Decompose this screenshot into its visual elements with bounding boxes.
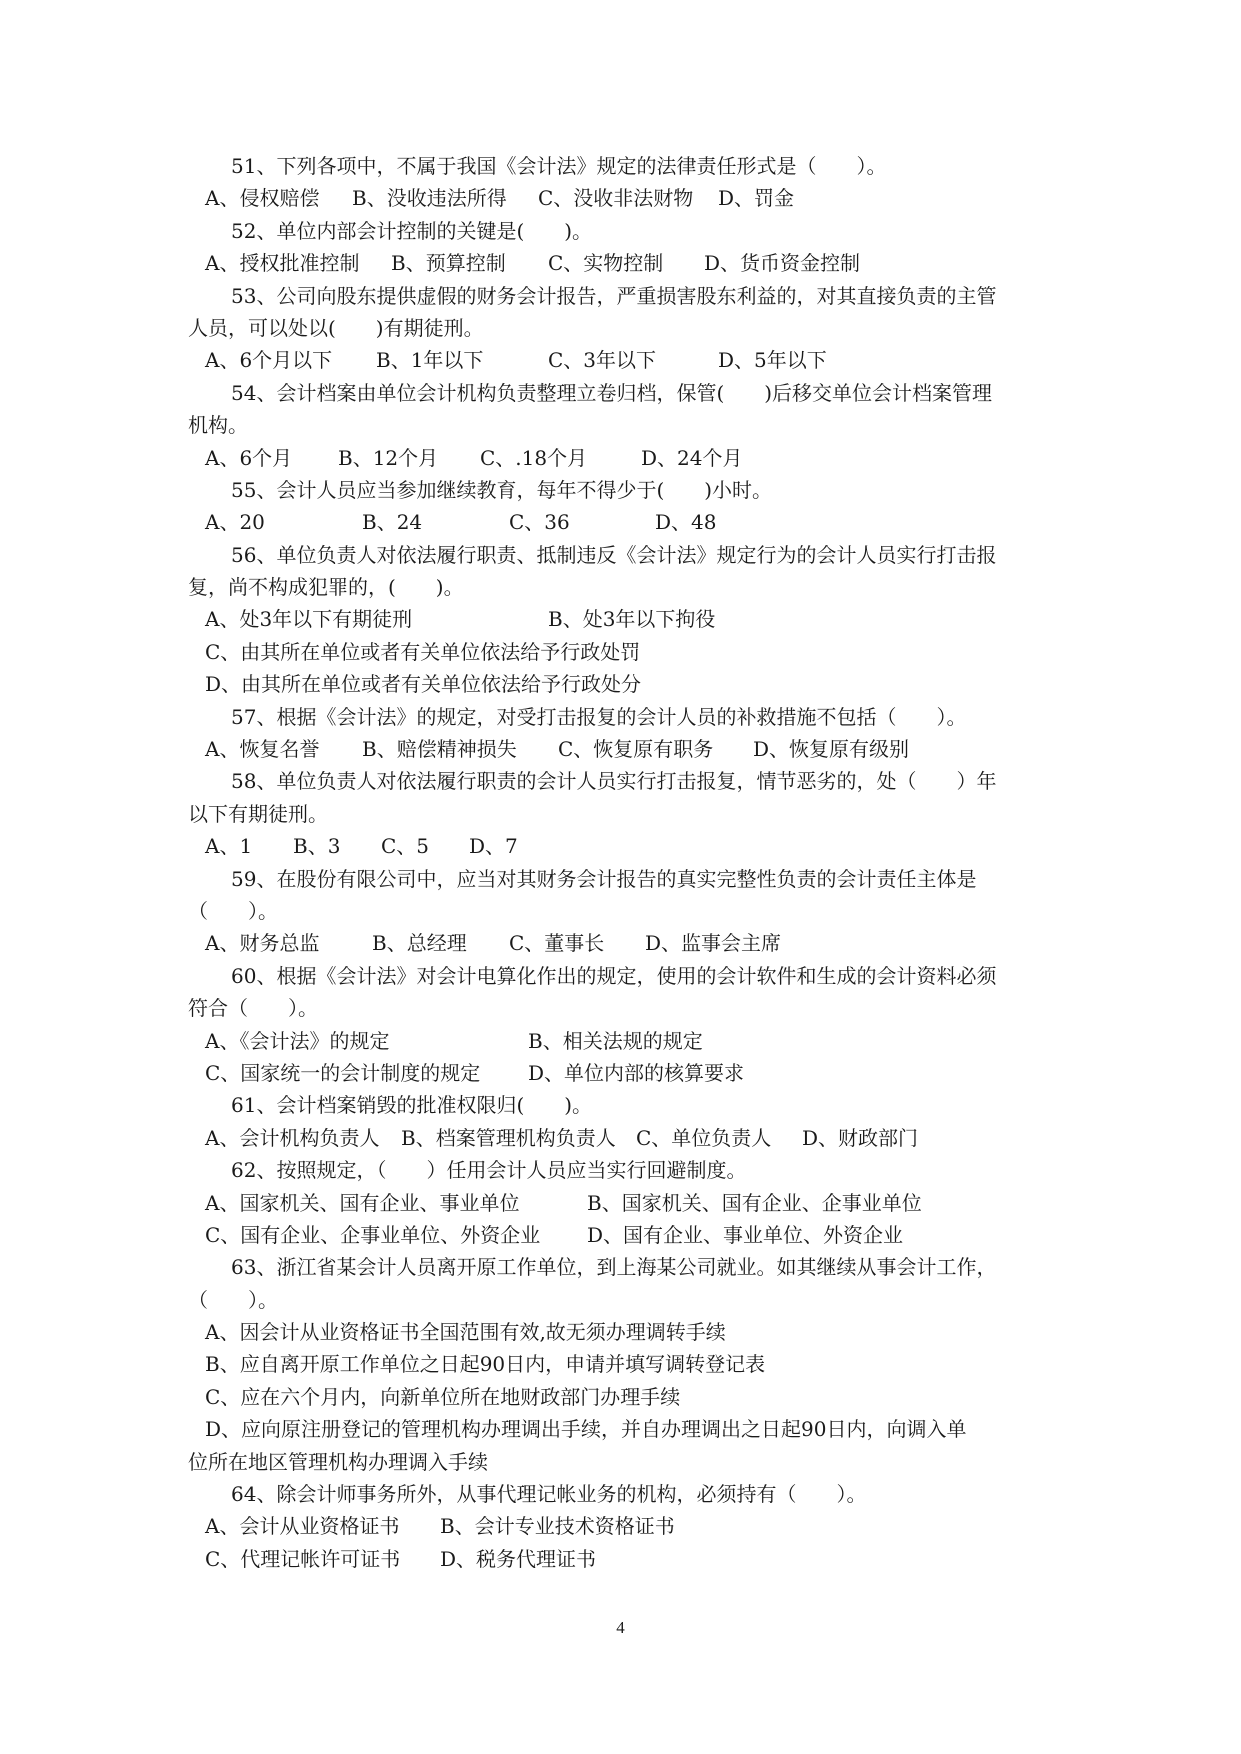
- question-64-options-row-2: [188, 1543, 1068, 1575]
- option-59-a: A、财务总监: [205, 931, 320, 956]
- option-51-c: C、没收非法财物: [538, 186, 694, 211]
- option-63-b: B、应自离开原工作单位之日起90日内，申请并填写调转登记表: [205, 1352, 766, 1377]
- question-62-text: 62、按照规定，（ ）任用会计人员应当实行回避制度。: [231, 1158, 747, 1183]
- option-62-b: B、国家机关、国有企业、企事业单位: [587, 1190, 922, 1215]
- option-52-c: C、实物控制: [548, 251, 664, 276]
- question-52-options: [188, 247, 1068, 279]
- option-64-c: C、代理记帐许可证书: [205, 1546, 401, 1571]
- option-55-a: A、20: [205, 510, 265, 535]
- option-62-d: D、国有企业、事业单位、外资企业: [587, 1222, 904, 1247]
- question-51-options: [188, 182, 1068, 214]
- question-61-options: [188, 1122, 1068, 1154]
- question-59-continuation: （ ）。: [188, 898, 278, 923]
- option-59-c: C、董事长: [509, 931, 605, 956]
- option-56-b: B、处3年以下拘役: [548, 607, 716, 632]
- question-54-text: 54、会计档案由单位会计机构负责整理立卷归档，保管( )后移交单位会计档案管理: [231, 380, 993, 405]
- question-54-continuation: 机构。: [188, 413, 248, 438]
- option-57-b: B、赔偿精神损失: [362, 737, 517, 762]
- page-number: 4: [616, 1618, 625, 1637]
- option-51-a: A、侵权赔偿: [205, 186, 320, 211]
- question-64-text: 64、除会计师事务所外，从事代理记帐业务的机构，必须持有（ ）。: [231, 1482, 867, 1507]
- question-64-options-row-1: [188, 1510, 1068, 1542]
- option-52-d: D、货币资金控制: [704, 251, 861, 276]
- question-53-options: [188, 344, 1068, 376]
- question-56-options-row-1: [188, 603, 1068, 635]
- option-57-d: D、恢复原有级别: [753, 737, 910, 762]
- question-58-continuation: 以下有期徒刑。: [188, 801, 328, 826]
- option-58-c: C、5: [381, 834, 430, 859]
- question-52-text: 52、单位内部会计控制的关键是( )。: [231, 218, 593, 243]
- question-56-continuation: 复，尚不构成犯罪的，( )。: [188, 575, 464, 600]
- option-58-a: A、1: [205, 834, 253, 859]
- question-55-text: 55、会计人员应当参加继续教育，每年不得少于( )小时。: [231, 477, 773, 502]
- question-63-continuation: （ ）。: [188, 1287, 278, 1312]
- option-62-c: C、国有企业、企事业单位、外资企业: [205, 1222, 541, 1247]
- option-60-b: B、相关法规的规定: [528, 1028, 703, 1053]
- question-55-options: [188, 506, 1068, 538]
- option-56-d: D、由其所在单位或者有关单位依法给予行政处分: [205, 672, 642, 697]
- option-60-a: A、《会计法》的规定: [205, 1028, 390, 1053]
- question-59-text: 59、在股份有限公司中，应当对其财务会计报告的真实完整性负责的会计责任主体是: [231, 866, 977, 891]
- option-52-a: A、授权批准控制: [205, 251, 360, 276]
- option-54-c: C、.18个月: [480, 445, 588, 470]
- option-61-b: B、档案管理机构负责人: [401, 1125, 616, 1150]
- question-53-continuation: 人员，可以处以( )有期徒刑。: [188, 315, 484, 340]
- question-59-options: [188, 927, 1068, 959]
- question-61-text: 61、会计档案销毁的批准权限归( )。: [231, 1093, 593, 1118]
- question-63-options-row-1: [188, 1316, 1068, 1348]
- option-51-b: B、没收违法所得: [352, 186, 507, 211]
- option-61-c: C、单位负责人: [636, 1125, 772, 1150]
- question-63-text: 63、浙江省某会计人员离开原工作单位，到上海某公司就业。如其继续从事会计工作，: [231, 1255, 997, 1280]
- question-60-options-row-1: [188, 1025, 1068, 1057]
- option-54-a: A、6个月: [205, 445, 293, 470]
- question-56-options-row-2: [188, 636, 1068, 668]
- question-54-options: [188, 442, 1068, 474]
- option-52-b: B、预算控制: [391, 251, 506, 276]
- option-55-b: B、24: [362, 510, 423, 535]
- question-63-options-row-3: [188, 1381, 1068, 1413]
- option-61-d: D、财政部门: [802, 1125, 919, 1150]
- option-60-d: D、单位内部的核算要求: [528, 1060, 745, 1085]
- option-59-b: B、总经理: [372, 931, 467, 956]
- question-63-options-row-2: [188, 1348, 1068, 1380]
- option-54-b: B、12个月: [338, 445, 439, 470]
- option-51-d: D、罚金: [718, 186, 795, 211]
- option-56-c: C、由其所在单位或者有关单位依法给予行政处罚: [205, 639, 641, 664]
- question-53-text: 53、公司向股东提供虚假的财务会计报告，严重损害股东利益的，对其直接负责的主管: [231, 283, 997, 308]
- option-60-c: C、国家统一的会计制度的规定: [205, 1060, 481, 1085]
- option-63-d-line-2: 位所在地区管理机构办理调入手续: [188, 1449, 488, 1474]
- option-53-a: A、6个月以下: [205, 348, 333, 373]
- question-58-text: 58、单位负责人对依法履行职责的会计人员实行打击报复，情节恶劣的，处（ ）年: [231, 769, 997, 794]
- option-57-a: A、恢复名誉: [205, 737, 320, 762]
- question-60-text: 60、根据《会计法》对会计电算化作出的规定，使用的会计软件和生成的会计资料必须: [231, 963, 997, 988]
- question-51-text: 51、下列各项中，不属于我国《会计法》规定的法律责任形式是（ ）。: [231, 154, 887, 178]
- option-63-c: C、应在六个月内，向新单位所在地财政部门办理手续: [205, 1384, 681, 1409]
- option-53-c: C、3年以下: [548, 348, 657, 373]
- option-58-b: B、3: [293, 834, 341, 859]
- option-64-b: B、会计专业技术资格证书: [440, 1514, 675, 1539]
- option-59-d: D、监事会主席: [645, 931, 782, 956]
- option-55-d: D、48: [655, 510, 717, 535]
- option-61-a: A、会计机构负责人: [205, 1125, 380, 1150]
- option-63-d-line-1: D、应向原注册登记的管理机构办理调出手续，并自办理调出之日起90日内，向调入单: [205, 1417, 967, 1442]
- question-62-options-row-1: [188, 1187, 1068, 1219]
- option-63-d: [188, 1413, 1068, 1445]
- question-62-options-row-2: [188, 1219, 1068, 1251]
- option-53-b: B、1年以下: [376, 348, 484, 373]
- option-63-a: A、因会计从业资格证书全国范围有效,故无须办理调转手续: [205, 1320, 726, 1345]
- option-57-c: C、恢复原有职务: [558, 737, 714, 762]
- option-56-a: A、处3年以下有期徒刑: [205, 607, 413, 632]
- question-60-continuation: 符合（ ）。: [188, 996, 318, 1021]
- question-57-options: [188, 733, 1068, 765]
- question-56-text: 56、单位负责人对依法履行职责、抵制违反《会计法》规定行为的会计人员实行打击报: [231, 542, 997, 567]
- option-62-a: A、国家机关、国有企业、事业单位: [205, 1190, 520, 1215]
- question-58-options: [188, 830, 1068, 862]
- option-53-d: D、5年以下: [718, 348, 827, 373]
- question-56-options-row-3: [188, 668, 1068, 700]
- option-64-d: D、税务代理证书: [440, 1546, 597, 1571]
- option-64-a: A、会计从业资格证书: [205, 1514, 400, 1539]
- option-55-c: C、36: [509, 510, 570, 535]
- question-list: [188, 150, 1068, 1575]
- question-60-options-row-2: [188, 1057, 1068, 1089]
- option-54-d: D、24个月: [641, 445, 743, 470]
- question-57-text: 57、根据《会计法》的规定，对受打击报复的会计人员的补救措施不包括（ ）。: [231, 704, 967, 729]
- option-58-d: D、7: [469, 834, 518, 859]
